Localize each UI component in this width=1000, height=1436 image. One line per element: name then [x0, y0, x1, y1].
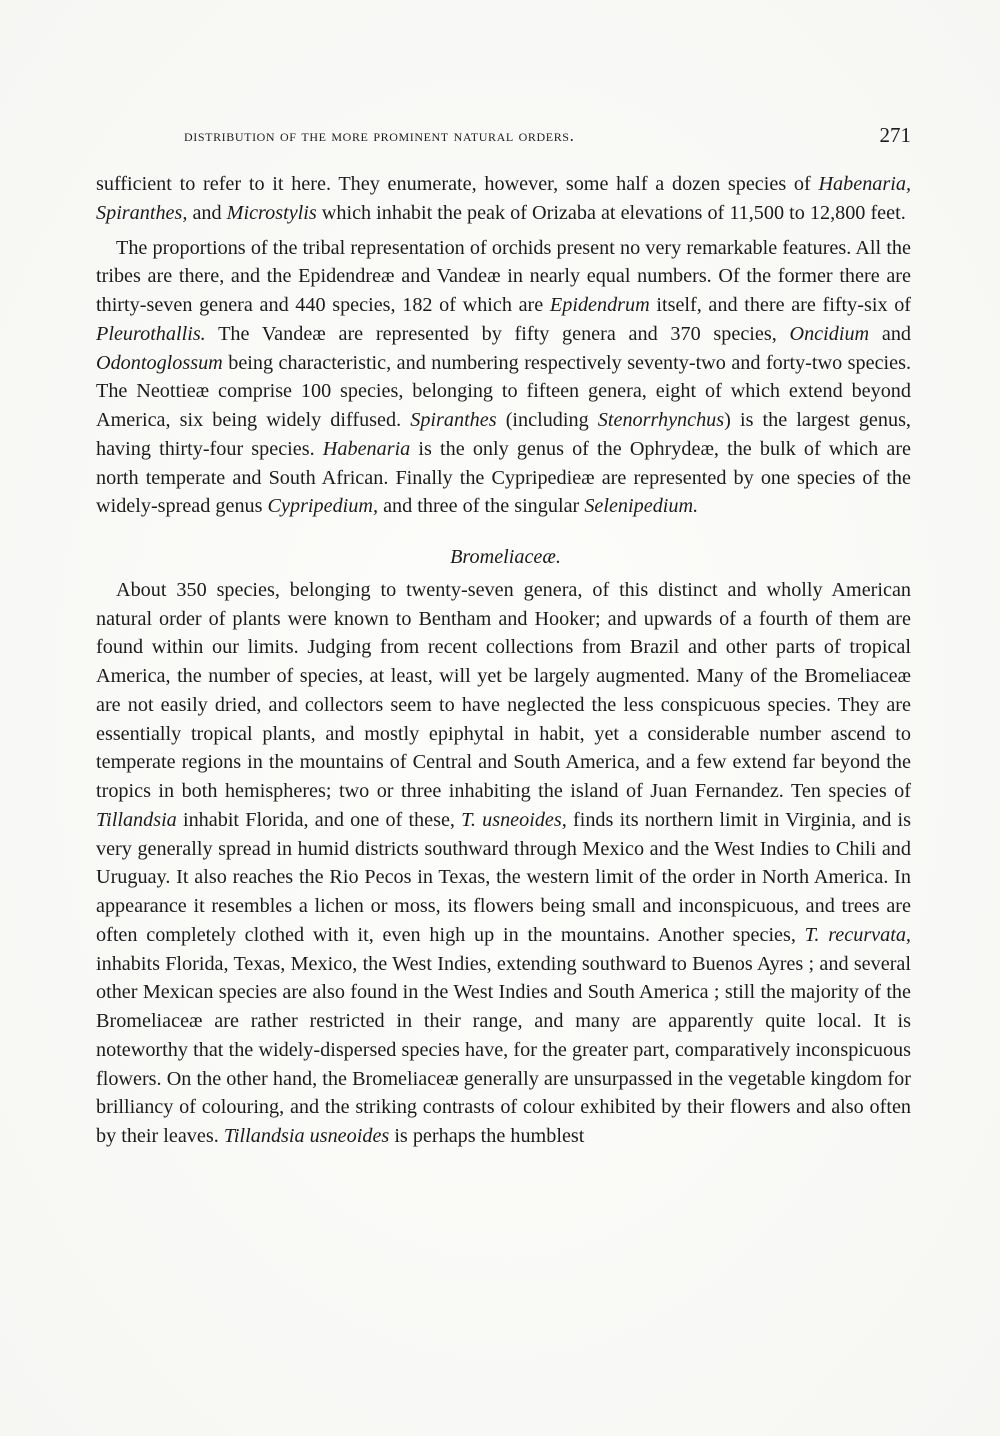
italic-run: Microstylis — [226, 201, 317, 224]
italic-run: Tillandsia — [96, 808, 177, 831]
text-run: and — [187, 201, 227, 224]
italic-run: Epidendrum — [549, 294, 650, 316]
italic-run: Cypripedium, — [267, 495, 379, 518]
text-run: inhabit Florida, and one of these, — [176, 808, 462, 831]
text-run: (including — [496, 409, 598, 431]
italic-run: T. recurvata, — [804, 923, 911, 946]
text-run: finds its northern limit in Virginia, and is very generally spread in humid districts southward through Mexico and the West Indies to Chili and Uruguay. It also reaches the Rio Pecos in Texas, the western limit of the order in North America. In appearance it resembles a lichen or moss, its flowers being small and inconspicuous, and trees are often completely clothed with it, even high up in the mountains. Another species, — [96, 808, 911, 946]
text-run: and — [869, 322, 912, 345]
text-run: sufficient to refer to it here. They enumerate, however, some half a dozen species of — [96, 173, 819, 195]
text-run: ) is the largest genus, having thirty-four species. — [96, 409, 911, 460]
text-run: inhabits Florida, Texas, Mexico, the West Indies, extending southward to Buenos Ayres ; and several other Mexican species are also found in the West Indies and South America ; still the majority of the Bromeliaceæ are rather restricted in their range, and many are apparently quite local. It is noteworthy that the widely-dispersed species have, for the greater part, comparatively inconspicuous flowers. On the other hand, the Bromeliaceæ generally are unsurpassed in the vegetable kingdom for brilliancy of colouring, and the striking contrasts of colour exhibited by their flowers and also often by their leaves. — [96, 952, 911, 1147]
running-head — [96, 123, 911, 156]
paragraph — [96, 170, 911, 228]
text-run: and three of the singular — [378, 495, 585, 518]
page-number: 271 — [879, 123, 911, 147]
text-run: is perhaps the humblest — [389, 1125, 585, 1147]
italic-run: Habenaria — [322, 437, 411, 460]
paragraph — [96, 234, 911, 522]
text-run: The Vandeæ are represented by fifty genera and 370 species, — [205, 322, 790, 345]
italic-run: Spiranthes — [410, 409, 497, 431]
running-title: distribution of the more prominent natural orders. — [184, 126, 575, 145]
text-run: The proportions of the tribal representation of orchids present no very remarkable features. All the tribes are there, and the Epidendreæ and Vandeæ in nearly equal numbers. Of the former there are thirty-seven genera and 440 species, 182 of which are — [96, 236, 911, 316]
text-run: which inhabit the peak of Orizaba at elevations of 11,500 to 12,800 feet. — [316, 201, 906, 224]
text-run: itself, and there are fifty-six of — [649, 294, 912, 316]
section-heading: Bromeliaceæ. — [450, 546, 561, 568]
italic-run: Habenaria, Spiranthes, — [96, 173, 911, 224]
italic-run: Selenipedium. — [584, 495, 699, 518]
body-text — [96, 170, 911, 1151]
text-run: is the only genus of the Ophrydeæ, the bulk of which are north temperate and South African. Finally the Cypripedieæ are represented by one species of the widely-spread genus — [96, 437, 911, 518]
text-run: being characteristic, and numbering respectively seventy-two and forty-two species. The Neottieæ comprise 100 species, belonging to fifteen genera, eight of which extend beyond America, six being widely diffused. — [96, 351, 911, 431]
italic-run: Stenorrhynchus — [597, 409, 725, 431]
italic-run: Tillandsia usneoides — [223, 1125, 390, 1147]
italic-run: T. usneoides, — [461, 808, 567, 831]
text-run: About 350 species, belonging to twenty-seven genera, of this distinct and wholly American natural order of plants were known to Bentham and Hooker; and upwards of a fourth of them are found within our limits. Judging from recent collections from Brazil and other parts of tropical America, the number of species, at least, will yet be largely augmented. Many of the Bromeliaceæ are not easily dried, and collectors seem to have neglected the less conspicuous species. They are essentially tropical plants, and mostly epiphytal in habit, yet a considerable number ascend to temperate regions in the mountains of Central and South America, and a few extend far beyond the tropics in both hemispheres; two or three inhabiting the island of Juan Fernandez. Ten species of — [96, 578, 911, 802]
italic-run: Oncidium — [789, 322, 870, 345]
paragraph — [96, 576, 911, 1151]
italic-run: Pleurothallis. — [96, 322, 206, 345]
italic-run: Odontoglossum — [96, 351, 223, 374]
